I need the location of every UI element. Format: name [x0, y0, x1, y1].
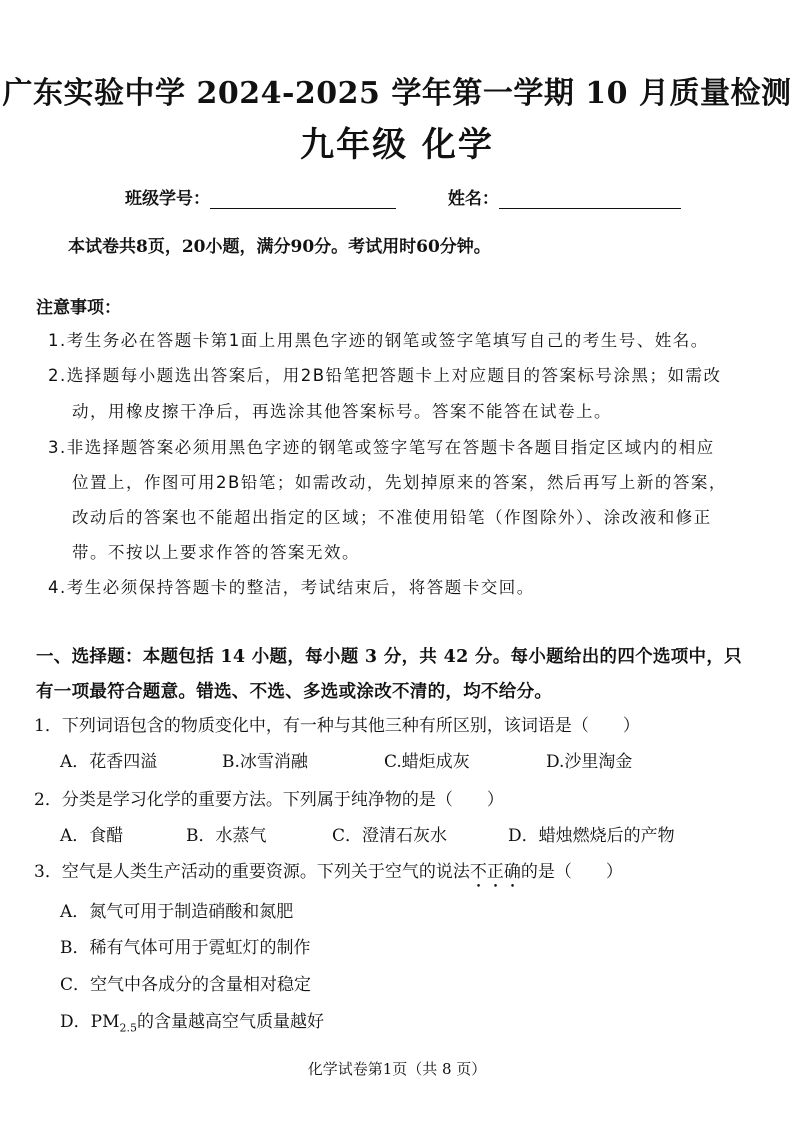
question-2-option-d[interactable]: D．蜡烛燃烧后的产物: [508, 826, 675, 846]
notice-heading: 注意事项：: [36, 298, 121, 318]
question-3-emphasis: 不正确: [469, 862, 521, 882]
question-2-option-a[interactable]: A．食醋: [60, 826, 124, 846]
question-2-option-b[interactable]: B．水蒸气: [186, 826, 267, 846]
question-1-option-d[interactable]: D.沙里淘金: [546, 752, 633, 772]
question-1-stem: 1．下列词语包含的物质变化中，有一种与其他三种有所区别，该词语是（ ）: [34, 716, 640, 736]
name-label: 姓名：: [447, 189, 499, 209]
class-label: 班级学号：: [125, 189, 210, 209]
question-3-option-a[interactable]: A．氮气可用于制造硝酸和氮肥: [60, 902, 294, 922]
question-3-stem-start: 3．空气是人类生产活动的重要资源。下列关于空气的说法: [34, 862, 470, 882]
question-3-stem-end: 的是（ ）: [520, 862, 623, 882]
question-3-option-c[interactable]: C．空气中各成分的含量相对稳定: [60, 975, 312, 995]
exam-title: 广东实验中学 2024-2025 学年第一学期 10 月质量检测: [2, 76, 792, 111]
class-field-line[interactable]: [210, 188, 396, 209]
pm-subscript: 2.5: [119, 1021, 137, 1035]
page-footer: 化学试卷第1页（共 8 页）: [307, 1060, 487, 1078]
name-field-line[interactable]: [499, 188, 681, 209]
notice-line: 2.选择题每小题选出答案后，用2B铅笔把答题卡上对应题目的答案标号涂黑；如需改: [48, 366, 722, 385]
notice-line: 1.考生务必在答题卡第1面上用黑色字迹的钢笔或签字笔填写自己的考生号、姓名。: [48, 331, 709, 350]
question-3-option-b[interactable]: B．稀有气体可用于霓虹灯的制作: [60, 938, 311, 958]
question-1-option-c[interactable]: C.蜡炬成灰: [384, 752, 470, 772]
question-3-stem: [34, 857, 623, 892]
pm-suffix: 的含量越高空气质量越好: [136, 1012, 324, 1032]
section-heading: 一、选择题：本题包括 14 小题，每小题 3 分，共 42 分。每小题给出的四个选项中，只: [36, 647, 742, 667]
question-2-option-c[interactable]: C．澄清石灰水: [332, 826, 448, 846]
question-3-option-d[interactable]: [60, 1007, 324, 1034]
exam-subtitle: 九年级 化学: [300, 125, 494, 165]
notice-line: 动，用橡皮擦干净后，再选涂其他答案标号。答案不能答在试卷上。: [72, 402, 612, 421]
notice-line: 位置上，作图可用2B铅笔；如需改动，先划掉原来的答案，然后再写上新的答案，: [72, 473, 727, 492]
question-1-option-a[interactable]: A．花香四溢: [60, 752, 158, 772]
section-heading-cont: 有一项最符合题意。错选、不选、多选或涂改不清的，均不给分。: [36, 682, 553, 702]
notice-line: 带。不按以上要求作答的答案无效。: [72, 543, 360, 562]
student-fields: [125, 184, 681, 209]
notice-line: 4.考生必须保持答题卡的整洁，考试结束后，将答题卡交回。: [48, 578, 535, 597]
notice-line: 改动后的答案也不能超出指定的区域；不准使用铅笔（作图除外）、涂改液和修正: [72, 508, 712, 527]
notice-line: 3.非选择题答案必须用黑色字迹的钢笔或签字笔写在答题卡各题目指定区域内的相应: [48, 438, 715, 457]
exam-info: 本试卷共8页，20小题，满分90分。考试用时60分钟。: [68, 237, 491, 257]
question-1-option-b[interactable]: B.冰雪消融: [222, 752, 308, 772]
pm-prefix: D．PM: [60, 1012, 120, 1032]
question-2-stem: 2．分类是学习化学的重要方法。下列属于纯净物的是（ ）: [34, 790, 504, 810]
